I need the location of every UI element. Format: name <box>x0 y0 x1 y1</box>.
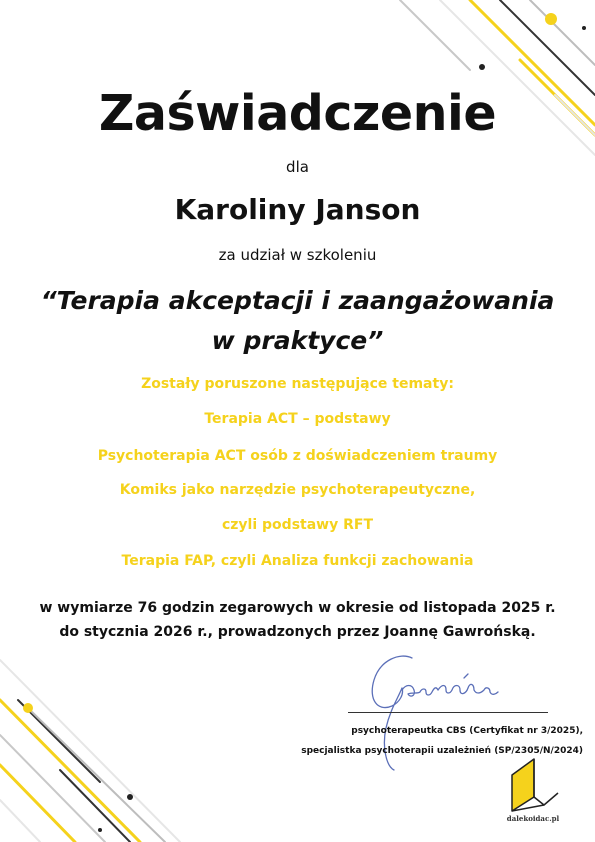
duration-statement <box>0 596 595 644</box>
topic-item: Psychoterapia ACT osób z doświadczeniem traumy <box>97 448 498 464</box>
topic-item: Terapia FAP, czyli Analiza funkcji zachowania <box>121 553 474 569</box>
signatory-role <box>301 721 583 761</box>
for-label: dla <box>286 158 309 176</box>
topic-item: czyli podstawy RFT <box>221 517 373 533</box>
topic-item: Terapia ACT – podstawy <box>204 411 391 427</box>
topics-intro: Zostały poruszone następujące tematy: <box>141 376 454 392</box>
signature-line <box>348 712 548 713</box>
participation-label: za udział w szkoleniu <box>218 246 377 264</box>
course-title <box>0 281 595 361</box>
signatory-role-line-2: specjalistka psychoterapii uzależnień (SP/2305/N/2024) <box>301 746 583 756</box>
duration-line-1: w wymiarze 76 godzin zegarowych w okresie od listopada 2025 r. <box>39 600 556 616</box>
course-title-line-1: “Terapia akceptacji i zaangażowania <box>40 286 555 315</box>
dalekoidac-logo-icon <box>500 757 560 813</box>
recipient-name: Karoliny Janson <box>174 193 421 226</box>
course-title-line-2: w praktyce” <box>211 326 384 355</box>
duration-line-2: do stycznia 2026 r., prowadzonych przez Joannę Gawrońską. <box>59 624 536 640</box>
signatory-role-line-1: psychoterapeutka CBS (Certyfikat nr 3/2025), <box>351 726 583 736</box>
topic-item: Komiks jako narzędzie psychoterapeutyczne, <box>119 482 476 498</box>
logo-text: dalekoidac.pl <box>506 814 560 823</box>
certificate-title: Zaświadczenie <box>98 85 497 142</box>
